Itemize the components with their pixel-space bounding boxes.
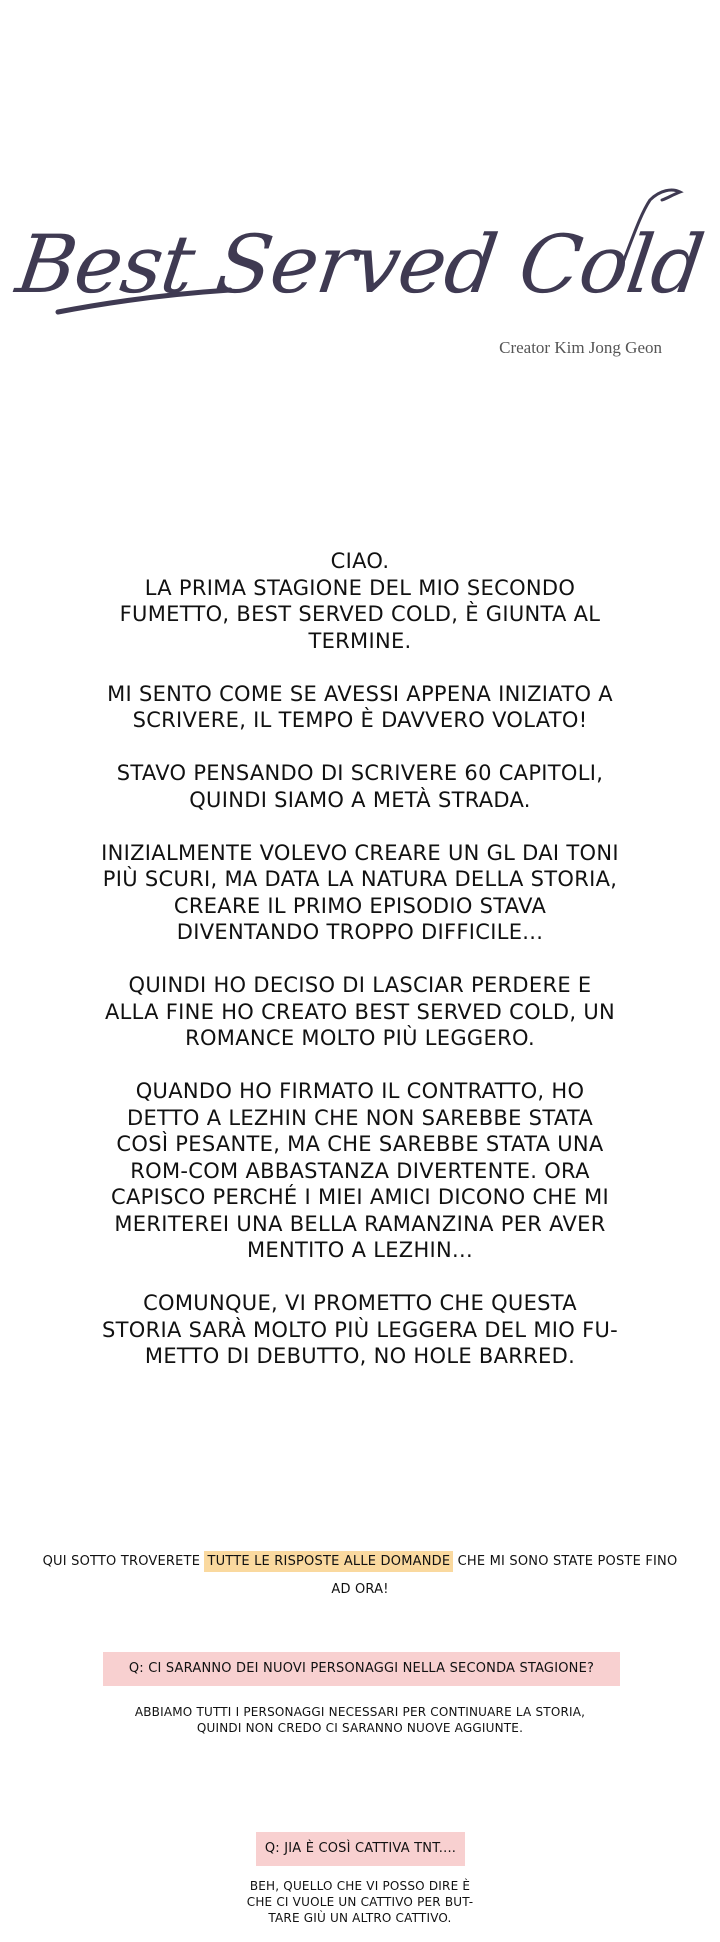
answer-text: BEH, QUELLO CHE VI POSSO DIRE È CHE CI VUOLE UN CATTIVO PER BUT- TARE GIÙ UN ALTRO CATTIVO. xyxy=(246,1879,474,1925)
letter-paragraph: STAVO PENSANDO DI SCRIVERE 60 CAPITOLI, QUINDI SIAMO A METÀ STRADA. xyxy=(116,761,604,812)
creator-credit: Creator Kim Jong Geon xyxy=(499,338,662,357)
title-flourish xyxy=(0,0,720,380)
qa-intro-text: QUI SOTTO TROVERETE xyxy=(42,1554,205,1569)
comic-title: Best Served Cold xyxy=(11,218,709,311)
qa-intro xyxy=(40,1548,680,1604)
title-area xyxy=(0,0,720,380)
author-letter xyxy=(100,548,620,1396)
letter-paragraph: QUINDI HO DECISO DI LASCIAR PERDERE E ALLA FINE HO CREATO BEST SERVED COLD, UN ROMANCE MOLTO PIÙ LEGGERO. xyxy=(104,973,616,1050)
letter-paragraph: MI SENTO COME SE AVESSI APPENA INIZIATO A SCRIVERE, IL TEMPO È DAVVERO VOLATO! xyxy=(107,681,613,732)
letter-paragraph: COMUNQUE, VI PROMETTO CHE QUESTA STORIA SARÀ MOLTO PIÙ LEGGERA DEL MIO FU-METTO DI DEBUTTO, NO HOLE BARRED. xyxy=(102,1291,618,1368)
answer-text: ABBIAMO TUTTI I PERSONAGGI NECESSARI PER CONTINUARE LA STORIA, QUINDI NON CREDO CI SARANNO NUOVE AGGIUNTE. xyxy=(134,1705,586,1735)
question-box: Q: CI SARANNO DEI NUOVI PERSONAGGI NELLA SECONDA STAGIONE? xyxy=(103,1652,620,1686)
letter-paragraph: CIAO. LA PRIMA STAGIONE DEL MIO SECONDO FUMETTO, BEST SERVED COLD, È GIUNTA AL TERMINE. xyxy=(119,549,601,653)
letter-paragraph: QUANDO HO FIRMATO IL CONTRATTO, HO DETTO A LEZHIN CHE NON SAREBBE STATA COSÌ PESANTE, MA CHE SAREBBE STATA UNA ROM-COM ABBASTANZA DIVERTENTE. ORA CAPISCO PERCHÉ I MIEI AMICI DICONO CHE MI MERITEREI UNA BELLA RAMANZINA PER AVER MENTITO A LEZHIN... xyxy=(111,1079,609,1262)
question-box: Q: JIA È COSÌ CATTIVA TNT.... xyxy=(256,1832,465,1866)
letter-paragraph: INIZIALMENTE VOLEVO CREARE UN GL DAI TONI PIÙ SCURI, MA DATA LA NATURA DELLA STORIA, CREARE IL PRIMO EPISODIO STAVA DIVENTANDO TROPPO DIFFICILE... xyxy=(101,840,619,944)
qa-intro-highlight: TUTTE LE RISPOSTE ALLE DOMANDE xyxy=(204,1551,453,1572)
qa-intro-text-end: CHE MI SONO STATE POSTE FINO AD ORA! xyxy=(331,1554,678,1597)
